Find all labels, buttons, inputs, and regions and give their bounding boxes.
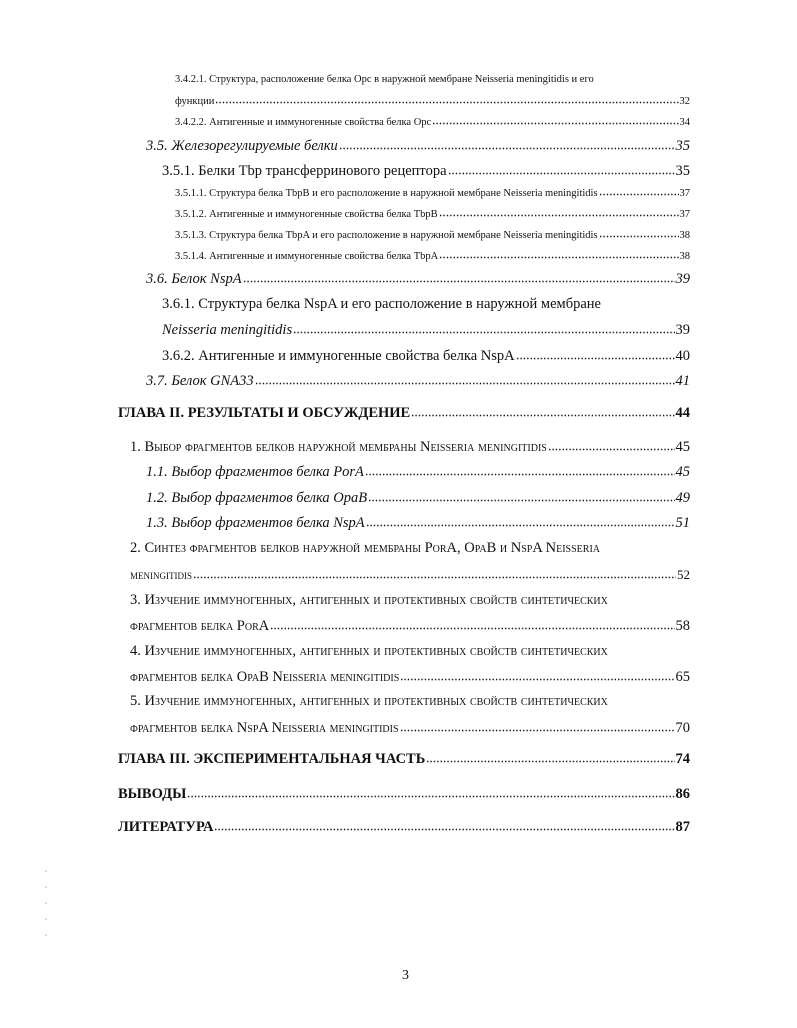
toc-entry-title: 3.5.1.1. Структура белка TbpB и его расположение в наружной мембране Neisseria meningitidis <box>175 188 598 200</box>
leader-dots <box>368 489 674 502</box>
toc-entry-3-5-1 <box>162 162 690 180</box>
leader-dots <box>293 321 674 334</box>
toc-entry-3-5-1-3 <box>175 229 690 241</box>
leader-dots <box>439 250 678 259</box>
toc-page-number: 40 <box>675 348 690 365</box>
leader-dots <box>365 463 675 476</box>
toc-entry-3-6 <box>146 270 690 288</box>
page-number: 3 <box>402 968 409 983</box>
toc-entry-3-6-1-line1: 3.6.1. Структура белка NspA и его расположение в наружной мембране <box>162 296 601 312</box>
toc-entry-2-5 <box>130 719 690 737</box>
toc-page-number: 32 <box>679 96 690 108</box>
leader-dots <box>187 785 674 798</box>
toc-entry-title: Neisseria meningitidis <box>162 322 293 339</box>
toc-page-number: 49 <box>675 490 690 507</box>
leader-dots <box>243 270 675 283</box>
toc-page-number: 35 <box>675 138 690 155</box>
toc-entry-title: 3.6.2. Антигенные и иммуногенные свойства белка NspA <box>162 348 515 365</box>
toc-page-number: 37 <box>679 209 690 221</box>
toc-entry-2-3 <box>130 617 690 635</box>
toc-entry-3-5-1-4 <box>175 250 690 262</box>
toc-page-number: 38 <box>679 251 690 263</box>
toc-page-number: 65 <box>675 669 690 686</box>
scan-margin-specks <box>45 870 49 990</box>
toc-entry-3-4-2-1 <box>175 95 690 107</box>
toc-entry-title: фрагментов белка PorA <box>130 618 270 635</box>
leader-dots <box>426 750 674 763</box>
toc-entry-3-5 <box>146 137 690 155</box>
leader-dots <box>599 187 679 196</box>
toc-page-number: 34 <box>679 117 690 129</box>
toc-entry-title: ГЛАВА III. ЭКСПЕРИМЕНТАЛЬНАЯ ЧАСТЬ <box>118 751 426 768</box>
toc-literature <box>118 818 690 836</box>
toc-entry-title: 1.1. Выбор фрагментов белка PorA <box>146 464 364 481</box>
leader-dots <box>599 229 679 238</box>
toc-page-number: 45 <box>675 464 690 481</box>
leader-dots <box>339 137 675 150</box>
toc-page-number: 44 <box>675 405 690 422</box>
toc-entry-3-7 <box>146 372 690 390</box>
leader-dots <box>400 668 674 681</box>
toc-entry-title: ВЫВОДЫ <box>118 786 187 803</box>
toc-entry-3-6-2 <box>162 347 690 365</box>
toc-page-number: 37 <box>679 188 690 200</box>
toc-entry-2-4-line1: 4. Изучение иммуногенных, антигенных и протективных свойств синтетических <box>130 643 608 659</box>
toc-chapter-3 <box>118 750 690 768</box>
leader-dots <box>214 818 674 831</box>
leader-dots <box>411 404 674 417</box>
toc-entry-2-1 <box>130 438 690 456</box>
toc-page-number: 39 <box>675 271 690 288</box>
toc-entry-title: 3.5.1.3. Структура белка TbpA и его расположение в наружной мембране Neisseria meningitidis <box>175 230 598 242</box>
toc-page-number: 35 <box>675 163 690 180</box>
leader-dots <box>215 95 678 104</box>
leader-dots <box>548 438 675 451</box>
toc-entry-title: 3.7. Белок GNA33 <box>146 373 254 390</box>
toc-entry-title: 1. Выбор фрагментов белков наружной мембраны Neisseria meningitidis <box>130 439 547 456</box>
toc-page-number: 58 <box>675 618 690 635</box>
leader-dots <box>255 372 675 385</box>
toc-entry-2-2-line1: 2. Синтез фрагментов белков наружной мембраны PorA, OpaB и NspA Neisseria <box>130 540 600 556</box>
toc-conclusions <box>118 785 690 803</box>
toc-entry-3-5-1-2 <box>175 208 690 220</box>
leader-dots <box>516 347 675 360</box>
toc-entry-title: 3.5.1.4. Антигенные и иммуногенные свойства белка TbpA <box>175 251 439 263</box>
leader-dots <box>448 162 675 175</box>
toc-entry-title: meningitidis <box>130 567 192 582</box>
toc-entry-3-5-1-1 <box>175 187 690 199</box>
toc-entry-title: 3.5.1. Белки Tbp трансферринового рецептора <box>162 163 447 180</box>
toc-entry-title: ГЛАВА II. РЕЗУЛЬТАТЫ И ОБСУЖДЕНИЕ <box>118 405 411 422</box>
leader-dots <box>270 617 674 630</box>
toc-entry-title: 1.2. Выбор фрагментов белка OpaB <box>146 490 368 507</box>
toc-entry-title: 3.5. Железорегулируемые белки <box>146 138 338 155</box>
toc-page-number: 38 <box>679 230 690 242</box>
toc-page-number: 74 <box>675 751 690 768</box>
toc-entry-title: фрагментов белка NspA Neisseria meningitidis <box>130 720 399 737</box>
toc-entry-2-5-line1: 5. Изучение иммуногенных, антигенных и протективных свойств синтетических <box>130 693 608 709</box>
toc-entry-title: ЛИТЕРАТУРА <box>118 819 214 836</box>
toc-page-number: 52 <box>677 567 690 582</box>
toc-page-number: 45 <box>675 439 690 456</box>
toc-entry-title: 3.5.1.2. Антигенные и иммуногенные свойства белка TbpB <box>175 209 438 221</box>
toc-entry-2-1-3 <box>146 514 690 532</box>
toc-page-number: 86 <box>675 786 690 803</box>
leader-dots <box>193 567 676 579</box>
toc-entry-2-1-1 <box>146 463 690 481</box>
toc-entry-title: 3.4.2.2. Антигенные и иммуногенные свойства белка Opc <box>175 117 432 129</box>
toc-page-number: 51 <box>675 515 690 532</box>
leader-dots <box>432 116 678 125</box>
toc-entry-3-6-1 <box>162 321 690 339</box>
toc-entry-2-2 <box>130 567 690 583</box>
toc-entry-3-4-2-2 <box>175 116 690 128</box>
toc-entry-title: 1.3. Выбор фрагментов белка NspA <box>146 515 365 532</box>
toc-page-number: 70 <box>675 720 690 737</box>
toc-page-number: 87 <box>675 819 690 836</box>
leader-dots <box>400 719 675 732</box>
toc-chapter-2 <box>118 404 690 422</box>
leader-dots <box>366 514 675 527</box>
toc-page-number: 39 <box>675 322 690 339</box>
toc-entry-2-4 <box>130 668 690 686</box>
toc-page-number: 41 <box>675 373 690 390</box>
leader-dots <box>439 208 679 217</box>
toc-entry-3-4-2-1-line1: 3.4.2.1. Структура, расположение белка Opc в наружной мембране Neisseria meningitidis и его <box>175 74 594 85</box>
toc-entry-2-3-line1: 3. Изучение иммуногенных, антигенных и протективных свойств синтетических <box>130 592 608 608</box>
toc-entry-title: функции <box>175 96 215 108</box>
toc-entry-title: 3.6. Белок NspA <box>146 271 242 288</box>
toc-entry-2-1-2 <box>146 489 690 507</box>
toc-entry-title: фрагментов белка OpaB Neisseria meningitidis <box>130 669 400 686</box>
